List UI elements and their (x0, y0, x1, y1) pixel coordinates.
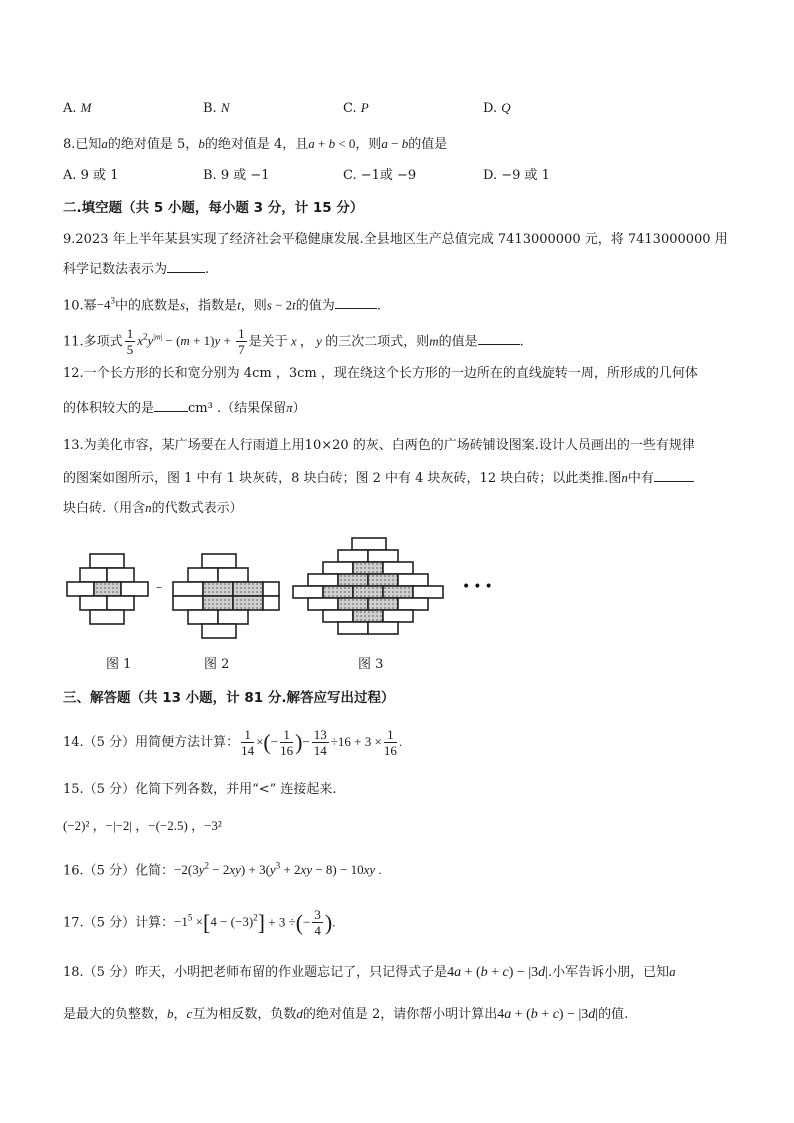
q8-suffix: 的值是 (408, 137, 448, 152)
q14-paren-close: ) (295, 729, 303, 755)
q10-mid1: 中的底数是 (115, 298, 181, 314)
q8-prefix: 8.已知 (63, 137, 102, 152)
q10-answer-blank (335, 295, 377, 309)
q17-prefix: 17.（5 分）计算： (63, 915, 175, 931)
q11-var-m: m (429, 333, 439, 349)
q11-stem: 11.多项式 $\frac{1}{5}$ $x^2y^{|m|} - (m + 1)y$ + $\frac{1}{7}$ 是关于 x ， y 的三次二项式，则m的值是 . (63, 326, 524, 358)
q9-line1: 9.2023 年上半年某县实现了经济社会平稳健康发展.全县地区生产总值完成 7413000000 元，将 7413000000 用 (63, 232, 728, 247)
q17-bracket-open: [ (203, 909, 211, 935)
q7-option-c (343, 98, 369, 119)
q8-option-b: B. 9 或 −1 (203, 168, 270, 183)
q14-fraction-1-14: $\frac{1}{14}$ (241, 727, 255, 758)
q12-line2c: ） (292, 401, 306, 416)
q11-fraction-1-7: $\frac{1}{7}$ (238, 326, 245, 358)
q7-option-a-label: A. (63, 101, 81, 116)
q16-expression: $-2(3y^2 - 2xy) + 3(y^3 + 2xy - 8) - 10xy$ . (174, 861, 382, 878)
q7-option-d-value: Q (501, 100, 511, 115)
q7-option-d (483, 98, 511, 119)
q11-mid2: ， (299, 334, 313, 350)
q10-mid2: ，指数是 (185, 298, 238, 314)
q10-expression: s − 2t (266, 297, 296, 313)
q11-answer-blank (478, 331, 520, 345)
q16-stem (63, 856, 382, 881)
q18-line2 (63, 1004, 628, 1025)
q17-part1: $-1^5$ × (174, 913, 204, 930)
q7-option-b-value: N (220, 100, 230, 115)
q10-stem: 10.幂$-4^3$中的底数是s，指数是t，则s − 2t的值为 . (63, 296, 381, 314)
figure-1-label: 图 1 (106, 657, 132, 672)
q14-period: . (398, 734, 403, 749)
q17-fraction-3-4: $\frac{3}{4}$ (314, 907, 321, 939)
q18-line2c: 互为相反数，负数 (192, 1007, 297, 1022)
q8-option-d: D. −9 或 1 (483, 168, 550, 183)
q7-option-c-value: P (360, 100, 369, 115)
figure-1-bricks (67, 554, 148, 624)
q18-expression-2: 4a + (b + c) − |3d| (497, 1007, 599, 1022)
q13-line1: 13.为美化市容，某广场要在人行雨道上用10×20 的灰、白两色的广场砖铺设图案.设计人员画出的一些有规律 (63, 438, 695, 453)
q18-line2d: 的绝对值是 2，请你帮小明计算出 (302, 1007, 498, 1022)
q17-period: . (332, 914, 336, 930)
figure-2-label: 图 2 (204, 657, 230, 672)
q12-line1: 12.一个长方形的长和宽分别为 4cm ，3cm ，现在绕这个长方形的一边所在的直线旋转一周，所形成的几何体 (63, 366, 698, 381)
q8-condition: a + b < 0 (308, 136, 356, 151)
section2-title: 二.填空题（共 5 小题，每小题 3 分，计 15 分） (63, 200, 364, 216)
q13-answer-blank (654, 468, 694, 482)
q12-line2b: cm³ .（结果保留 (188, 401, 287, 416)
q11-var-x: x (287, 333, 300, 349)
q11-term1: $x^2y^{|m|} - (m + 1)y$ + (137, 332, 235, 349)
figure-2-bricks (173, 554, 279, 638)
q9-answer-blank (167, 259, 205, 273)
q17-part3: + 3 ÷ (265, 914, 296, 930)
section3-title: 三、解答题（共 13 小题，计 81 分.解答应写出过程） (63, 690, 395, 706)
q14-minus: − (270, 734, 279, 749)
q14-fraction-1-16b: $\frac{1}{16}$ (383, 727, 397, 758)
q12-line2a: 的体积较大的是 (63, 401, 155, 416)
q18-line1b: .小军告诉小朋，已知 (547, 965, 670, 980)
q7-option-d-label: D. (483, 101, 502, 116)
q18-line1 (63, 962, 676, 983)
q14-paren-open: ( (263, 729, 271, 755)
q18-var-a: a (669, 964, 676, 979)
q14-times: × (256, 734, 264, 749)
q10-mid3: ，则 (240, 298, 267, 314)
q12-answer-blank (154, 398, 188, 412)
q11-suffix: 的三次二项式，则 (325, 334, 430, 350)
q8-stem (63, 134, 447, 155)
figure-continuation-dots: ••• (462, 579, 496, 595)
q14-minus2: − (302, 734, 310, 749)
q10-var-t: t (237, 297, 241, 313)
q7-option-c-label: C. (343, 101, 361, 116)
q12-pi: π (286, 400, 293, 415)
q9-line2: 科学记数法表示为 . (63, 259, 209, 280)
q8-option-a: A. 9 或 1 (63, 168, 119, 183)
q13-line3b: 的代数式表示） (151, 501, 243, 516)
q13-line2 (63, 468, 694, 489)
q13-line3-text: 块白砖.（用含 (63, 501, 146, 516)
q8-mid3: ，则 (355, 137, 382, 152)
q13-var-n: n (621, 470, 628, 485)
q17-stem (63, 898, 335, 943)
q13-var-n2: n (145, 500, 152, 515)
q14-prefix: 14.（5 分）用简便方法计算： (63, 735, 240, 750)
q15-line2: (−2)² ，−|−2| ，−(−2.5) ，−3² (63, 818, 222, 833)
q18-expression: 4a + (b + c) − |3d| (447, 965, 548, 980)
figure-separator-dash: – (156, 580, 162, 594)
q10-prefix: 10.幂 (63, 298, 97, 314)
q7-option-a (63, 98, 92, 119)
q11-mid: 是关于 (248, 334, 288, 350)
q11-suffix2: 的值是 (438, 334, 478, 350)
q8-mid2: 的绝对值是 4，且 (204, 137, 309, 152)
q18-line2e: 的值. (598, 1007, 629, 1022)
q17-paren-open: ( (295, 909, 304, 935)
q15-line1: 15.（5 分）化简下列各数，并用“<” 连接起来. (63, 782, 337, 797)
figure-3-bricks (293, 538, 443, 634)
q16-prefix: 16.（5 分）化简： (63, 863, 175, 879)
q10-var-s: s (180, 297, 186, 313)
q8-var-b: b (198, 136, 205, 151)
q14-rest: ÷16 + 3 × (330, 734, 382, 749)
q10-suffix: 的值为 (295, 298, 335, 314)
q12-line2 (63, 398, 306, 419)
q17-part2: $4 - (-3)^2$ (210, 913, 258, 930)
q8-option-c: C. −1或 −9 (343, 168, 417, 183)
q14-stem (63, 722, 402, 763)
q8-expression: a − b (381, 136, 409, 151)
q18-var-b: b (167, 1006, 174, 1021)
q14-fraction-1-16: $\frac{1}{16}$ (280, 727, 294, 758)
q17-minus: − (303, 914, 311, 930)
q7-option-b (203, 98, 230, 119)
q11-var-y: y (312, 333, 326, 349)
q18-var-c: c (186, 1006, 193, 1021)
q11-prefix: 11.多项式 (63, 334, 123, 350)
q18-line2a: 是最大的负整数， (63, 1007, 168, 1022)
q13-line2-text: 的图案如图所示，图 1 中有 1 块灰砖，8 块白砖；图 2 中有 4 块灰砖，12 块白砖；以此类推.图 (63, 471, 622, 486)
q7-option-a-value: M (80, 100, 92, 115)
q17-paren-close: ) (324, 909, 333, 935)
q11-fraction-1-5: $\frac{1}{5}$ (126, 326, 134, 358)
q10-power: $-4^3$ (96, 296, 116, 313)
q13-line3 (63, 498, 243, 519)
brick-pattern-figures (60, 535, 500, 640)
q8-mid1: 的绝对值是 5， (107, 137, 199, 152)
q18-var-d: d (296, 1006, 303, 1021)
q18-line2b: ， (173, 1007, 187, 1022)
figure-3-label: 图 3 (358, 657, 384, 672)
q14-fraction-13-14: $\frac{13}{14}$ (313, 727, 327, 758)
q8-var-a: a (101, 136, 108, 151)
q17-bracket-close: ] (257, 909, 265, 935)
q7-option-b-label: B. (203, 101, 221, 116)
q13-line2b: 中有 (627, 471, 654, 486)
q9-line2-text: 科学记数法表示为 (63, 262, 168, 277)
q18-line1-text: 18.（5 分）昨天，小明把老师布留的作业题忘记了，只记得式子是 (63, 965, 448, 980)
